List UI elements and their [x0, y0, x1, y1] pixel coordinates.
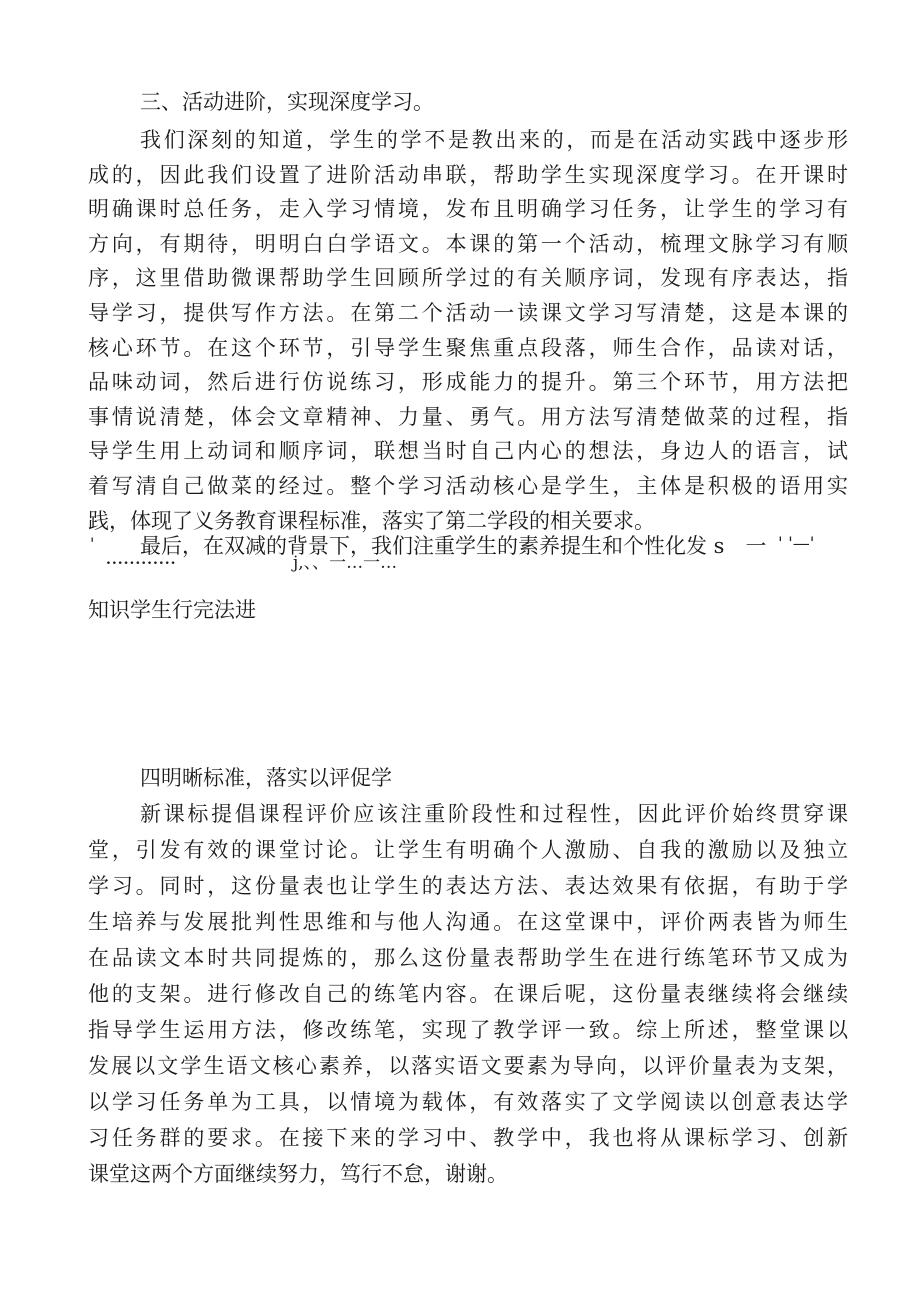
paragraph-line: 导学生用上动词和顺序词，联想当时自己内心的想法，身边人的语言，试 [88, 439, 848, 463]
paragraph-line: 他的支架。进行修改自己的练笔内容。在课后呢，这份量表继续将会继续 [88, 982, 848, 1006]
paragraph-line: 在品读文本时共同提炼的，那么这份量表帮助学生在进行练笔环节又成为 [88, 946, 848, 970]
paragraph-line: 我们深刻的知道，学生的学不是教出来的，而是在活动实践中逐步形 [140, 128, 848, 152]
ocr-noise-tick: ' [90, 534, 95, 553]
paragraph-line: 明确课时总任务，走入学习情境，发布且明确学习任务，让学生的学习有 [88, 197, 848, 221]
paragraph-line: 学习。同时，这份量表也让学生的表达方法、表达效果有依据，有助于学 [88, 874, 848, 898]
ocr-noise-dots: ............ [106, 552, 177, 568]
fragment-line: 知识学生行完法进 [88, 598, 256, 622]
section-4-heading: 四明晰标准，落实以评促学 [140, 766, 392, 790]
paragraph-line: 序，这里借助微课帮助学生回顾所学过的有关顺序词，发现有序表达，指 [88, 266, 848, 290]
paragraph-line: 发展以文学生语文核心素养，以落实语文要素为导向，以评价量表为支架， [88, 1054, 848, 1078]
paragraph-line-last: 课堂这两个方面继续努力，笃行不怠，谢谢。 [88, 1162, 508, 1186]
paragraph-line: 成的，因此我们设置了进阶活动串联，帮助学生实现深度学习。在开课时 [88, 163, 848, 187]
paragraph-line: 指导学生运用方法，修改练笔，实现了教学评一致。综上所述，整堂课以 [88, 1018, 848, 1042]
paragraph-line: 新课标提倡课程评价应该注重阶段性和过程性，因此评价始终贯穿课 [140, 802, 848, 826]
paragraph-line: 导学习，提供写作方法。在第二个活动一读课文学习写清楚，这是本课的 [88, 301, 848, 325]
ocr-noise-tail: ' '—' [778, 534, 815, 554]
paragraph-line: 生培养与发展批判性思维和与他人沟通。在这堂课中，评价两表皆为师生 [88, 910, 848, 934]
paragraph-line: 习任务群的要求。在接下来的学习中、教学中，我也将从课标学习、创新 [88, 1126, 848, 1150]
paragraph-line: 着写清自己做菜的经过。整个学习活动核心是学生，主体是积极的语用实 [88, 474, 848, 498]
paragraph-line: 品味动词，然后进行仿说练习，形成能力的提升。第三个环节，用方法把 [88, 370, 848, 394]
paragraph-line-last: 践，体现了义务教育课程标准，落实了第二学段的相关要求。 [88, 509, 655, 533]
paragraph-line: 堂，引发有效的课堂讨论。让学生有明确个人激励、自我的激励以及独立 [88, 838, 848, 862]
fragment-line: 最后，在双减的背景下，我们注重学生的素养提生和个性化发 s 一 [140, 534, 767, 558]
paragraph-line: 事情说清楚，体会文章精神、力量、勇气。用方法写清楚做菜的过程，指 [88, 405, 848, 429]
paragraph-line: 方向，有期待，明明白白学语文。本课的第一个活动，梳理文脉学习有顺 [88, 232, 848, 256]
ocr-noise-marks: j,、、一…一… [293, 553, 398, 573]
paragraph-line: 核心环节。在这个环节，引导学生聚焦重点段落，师生合作，品读对话， [88, 336, 848, 360]
paragraph-line: 以学习任务单为工具，以情境为载体，有效落实了文学阅读以创意表达学 [88, 1090, 848, 1114]
section-3-heading: 三、活动进阶，实现深度学习。 [140, 90, 434, 114]
